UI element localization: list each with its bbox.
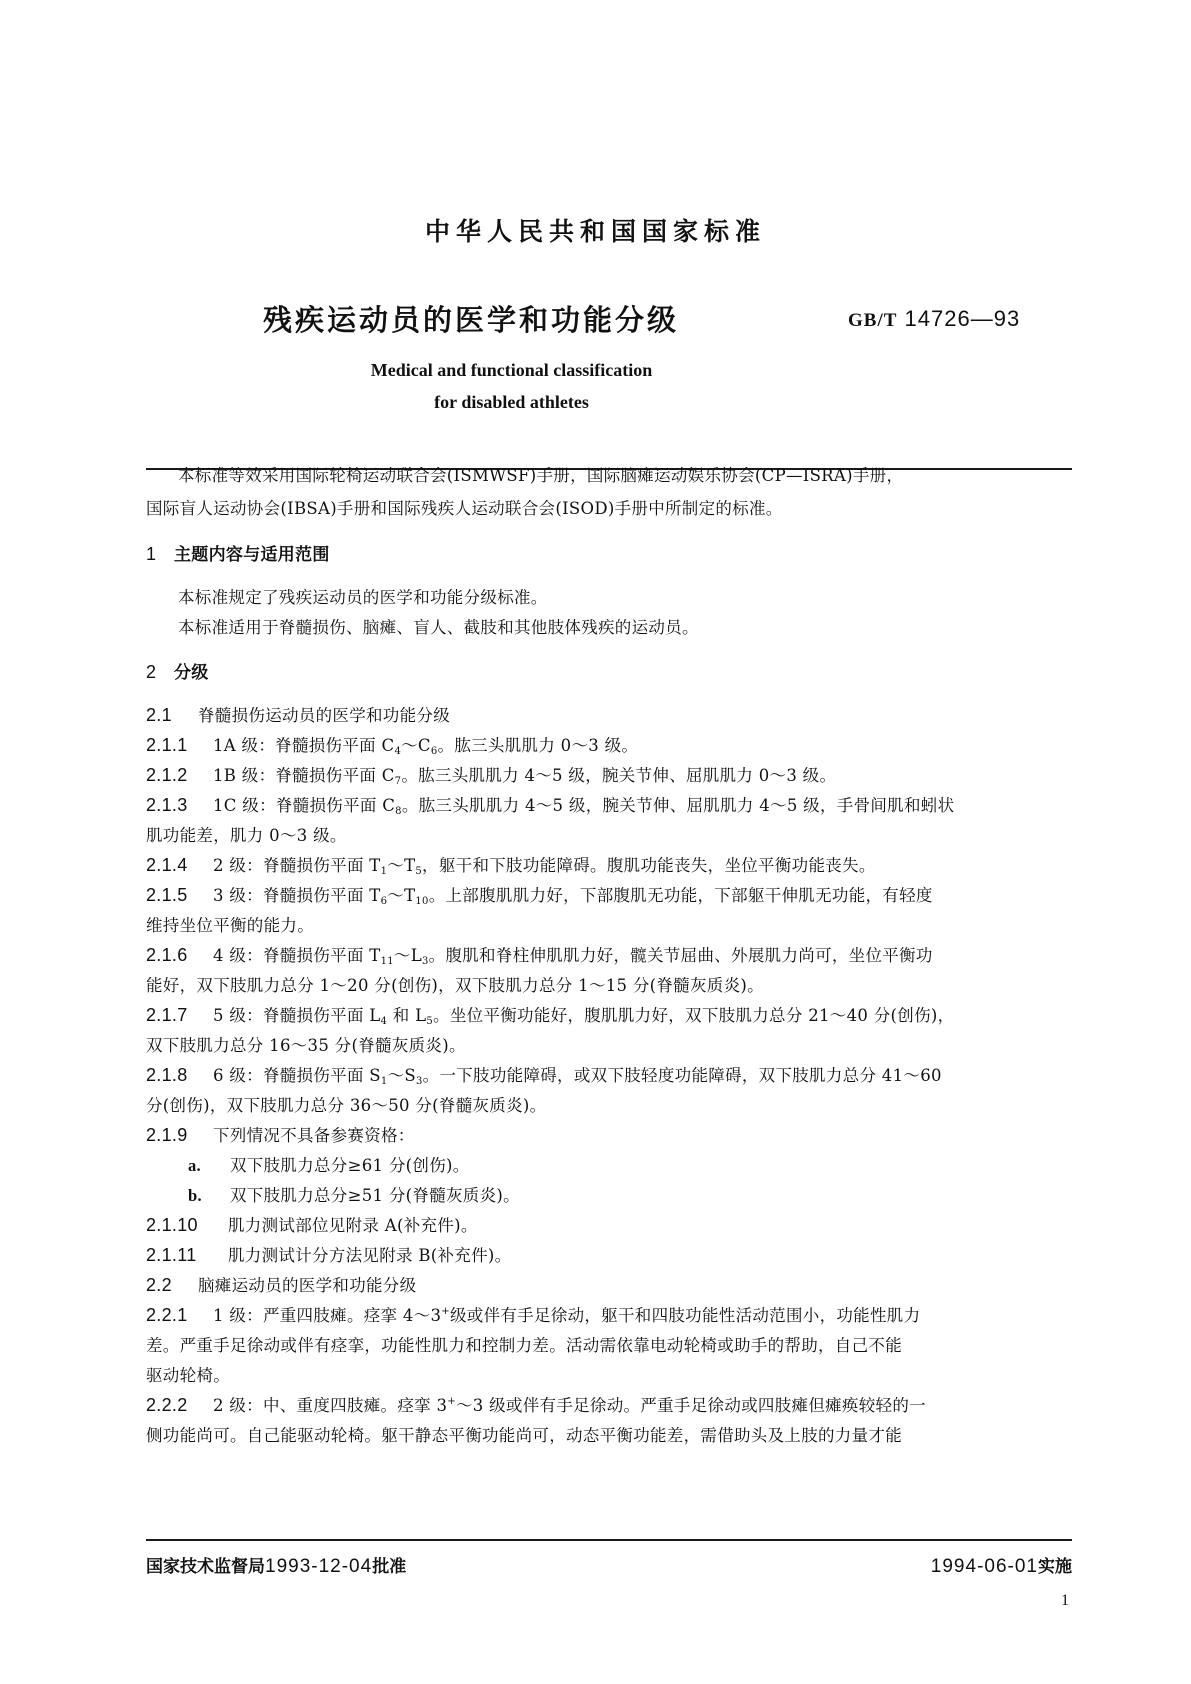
section-1-para-1: 本标准规定了残疾运动员的医学和功能分级标准。 — [178, 588, 548, 607]
clause-2-1-6: 2.1.6 4 级：脊髓损伤平面 $T_{11}\sim L_3$。腹肌和脊柱伸肌肌力好，髋关节屈曲、外展肌力尚可，坐位平衡功 — [146, 945, 933, 967]
clause-2-1-1: 2.1.1 1A 级：脊髓损伤平面 $C_4\sim C_6$。肱三头肌肌力 0～3 级。 — [146, 735, 639, 757]
title-row — [0, 298, 1191, 338]
list-item: b. 双下肢肌力总分≥51 分(脊髓灰质炎)。 — [188, 1186, 520, 1205]
clause-2-2-1-cont-1: 差。严重手足徐动或伴有痉挛，功能性肌力和控制力差。活动需依靠电动轮椅或助手的帮助，自己不能 — [146, 1336, 902, 1355]
clause-2-1-7-cont: 双下肢肌力总分 16～35 分(脊髓灰质炎)。 — [146, 1036, 466, 1055]
approval-date: 1993-12-04 — [265, 1556, 373, 1577]
clause-2-2-2-cont-1: 侧功能尚可。自己能驱动轮椅。躯干静态平衡功能尚可，动态平衡功能差，需借助头及上肢的力量才能 — [146, 1426, 902, 1445]
clause-2-1-7: 2.1.7 5 级：脊髓损伤平面 $L_4$ 和 $L_5$。坐位平衡功能好，腹肌肌力好，双下肢肌力总分 21～40 分(创伤)， — [146, 1005, 955, 1027]
approval-statement: 国家技术监督局1993-12-04批准 — [146, 1556, 407, 1577]
clause-2-1-8: 2.1.8 6 级：脊髓损伤平面 $S_1\sim S_3$。一下肢功能障碍，或双下肢轻度功能障碍，双下肢肌力总分 41～60 — [146, 1065, 942, 1087]
clause-2-1-6-cont: 能好，双下肢肌力总分 1～20 分(创伤)，双下肢肌力总分 1～15 分(脊髓灰质炎)。 — [146, 976, 764, 995]
clause-2-1-4: 2.1.4 2 级：脊髓损伤平面 $T_1\sim T_5$，躯干和下肢功能障碍。腹肌功能丧失，坐位平衡功能丧失。 — [146, 855, 876, 877]
list-item: a. 双下肢肌力总分≥61 分(创伤)。 — [188, 1156, 470, 1175]
standard-code — [848, 306, 1020, 332]
clause-2-2-1: 2.2.1 1 级：严重四肢瘫。痉挛 4～3+级或伴有手足徐动，躯干和四肢功能性活动范围小，功能性肌力 — [146, 1305, 921, 1325]
national-standard-heading: 中华人民共和国国家标准 — [424, 217, 766, 246]
clause-2-1-5: 2.1.5 3 级：脊髓损伤平面 $T_6\sim T_{10}$。上部腹肌肌力好，下部腹肌无功能，下部躯干伸肌无功能，有轻度 — [146, 885, 933, 907]
clause-2-1-3: 2.1.3 1C 级：脊髓损伤平面 $C_8$。肱三头肌肌力 4～5 级，腕关节伸、屈肌肌力 4～5 级，手骨间肌和蚓状 — [146, 795, 955, 817]
effective-statement: 1994-06-01实施 — [930, 1556, 1072, 1577]
clause-2-1-2: 2.1.2 1B 级：脊髓损伤平面 $C_7$。肱三头肌肌力 4～5 级，腕关节伸、屈肌肌力 0～3 级。 — [146, 765, 837, 787]
clause-2-1-10: 2.1.10 肌力测试部位见附录 A(补充件)。 — [146, 1215, 478, 1235]
section-1-para-2: 本标准适用于脊髓损伤、脑瘫、盲人、截肢和其他肢体残疾的运动员。 — [178, 618, 699, 637]
clause-2-1-heading: 2.1 脊髓损伤运动员的医学和功能分级 — [146, 705, 450, 725]
footer-divider — [146, 1539, 1072, 1541]
effective-date: 1994-06-01 — [930, 1556, 1038, 1577]
section-2-heading: 2 分级 — [146, 662, 209, 683]
clause-2-1-3-cont: 肌功能差，肌力 0～3 级。 — [146, 826, 347, 845]
clause-2-2-2: 2.2.2 2 级：中、重度四肢瘫。痉挛 3+～3 级或伴有手足徐动。严重手足徐动或四肢瘫但瘫痪较轻的一 — [146, 1395, 926, 1415]
clause-2-2-1-cont-2: 驱动轮椅。 — [146, 1366, 230, 1385]
clause-2-1-11: 2.1.11 肌力测试计分方法见附录 B(补充件)。 — [146, 1245, 512, 1265]
intro-line-1: 本标准等效采用国际轮椅运动联合会(ISMWSF)手册，国际脑瘫运动娱乐协会(CP—ISRA)手册， — [178, 466, 904, 485]
page-number: 1 — [1061, 1592, 1069, 1609]
clause-2-1-5-cont: 维持坐位平衡的能力。 — [146, 916, 314, 935]
document-title: 残疾运动员的医学和功能分级 — [263, 303, 680, 337]
intro-line-2: 国际盲人运动协会(IBSA)手册和国际残疾人运动联合会(ISOD)手册中所制定的标准。 — [146, 499, 783, 518]
english-title-line-2: for disabled athletes — [434, 392, 589, 412]
section-1-heading: 1 主题内容与适用范围 — [146, 544, 330, 565]
clause-2-1-8-cont: 分(创伤)，双下肢肌力总分 36～50 分(脊髓灰质炎)。 — [146, 1096, 547, 1115]
english-title-line-1: Medical and functional classification — [370, 360, 653, 380]
standard-code-number: 14726—93 — [904, 306, 1021, 331]
clause-2-1-9: 2.1.9 下列情况不具备参赛资格： — [146, 1125, 415, 1145]
clause-2-2-heading: 2.2 脑瘫运动员的医学和功能分级 — [146, 1275, 417, 1295]
standard-code-prefix: GB/T — [848, 310, 898, 331]
